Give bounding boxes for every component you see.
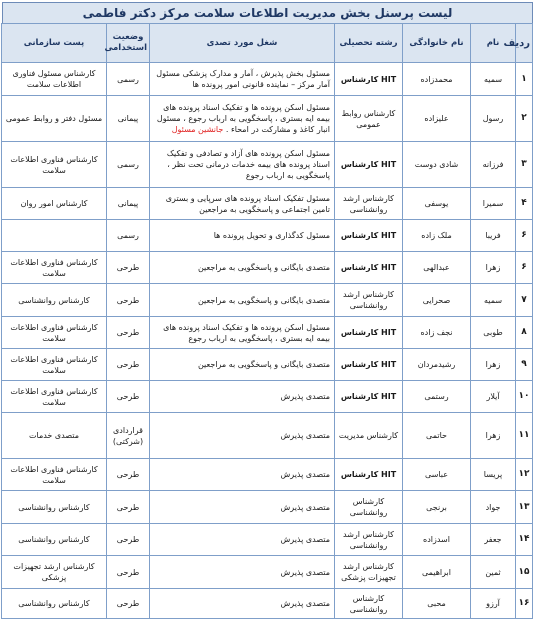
row-name-text: آرزو bbox=[486, 599, 500, 608]
header-num: ردیف bbox=[516, 24, 533, 63]
row-field bbox=[335, 142, 403, 188]
row-num-text: ۱۱ bbox=[518, 430, 530, 440]
row-name bbox=[471, 63, 516, 96]
row-field bbox=[335, 413, 403, 459]
row-employment-text: طرحی bbox=[116, 470, 140, 479]
row-num bbox=[516, 491, 533, 524]
row-field bbox=[335, 381, 403, 413]
row-position bbox=[2, 63, 107, 96]
row-num-text: ۲ bbox=[521, 113, 527, 123]
row-employment-text: قراردادی (شرکتی) bbox=[112, 425, 144, 446]
row-job bbox=[150, 284, 335, 317]
row-name-text: آیلار bbox=[486, 392, 500, 401]
row-job-text: متصدی پذیرش bbox=[280, 470, 330, 479]
table-row bbox=[2, 317, 533, 349]
row-name-text: زهرا bbox=[485, 360, 501, 369]
table-row bbox=[2, 284, 533, 317]
row-job-text: مسئول بخش پذیرش ، آمار و مدارک پزشکی مسئول آمار مرکز – نماینده قانونی امور پرونده ها bbox=[156, 69, 330, 89]
table-row bbox=[2, 589, 533, 619]
header-field: رشته تحصیلی bbox=[335, 24, 403, 63]
row-employment-text: رسمی bbox=[117, 160, 139, 169]
row-job-text: متصدی پذیرش bbox=[280, 502, 330, 512]
row-num-text: ۹ bbox=[521, 359, 527, 369]
row-name bbox=[471, 413, 516, 459]
row-employment bbox=[107, 63, 150, 96]
row-job bbox=[150, 252, 335, 284]
table-header-row bbox=[2, 24, 533, 63]
table-row bbox=[2, 63, 533, 96]
table-row bbox=[2, 491, 533, 524]
row-employment-text: طرحی bbox=[116, 328, 140, 337]
row-employment-text: طرحی bbox=[116, 295, 140, 305]
header-job: شغل مورد تصدی bbox=[150, 24, 335, 63]
table-row bbox=[2, 220, 533, 252]
row-name bbox=[471, 381, 516, 413]
row-family-text: صحرایی bbox=[422, 295, 451, 305]
row-name bbox=[471, 317, 516, 349]
row-num bbox=[516, 317, 533, 349]
row-family-text: برنجی bbox=[426, 502, 447, 512]
row-job-text: متصدی بایگانی و پاسخگویی به مراجعین bbox=[197, 263, 330, 272]
row-num bbox=[516, 459, 533, 491]
row-job-text: مسئول اسکن پرونده ها و تفکیک اسناد پرونده های بیمه ایه بستری ، پاسخگویی به ارباب رجوع ، مسئول انبار کاغذ و مشارکت در امحاء . bbox=[156, 103, 330, 134]
row-employment bbox=[107, 556, 150, 589]
row-position bbox=[2, 381, 107, 413]
row-position-text: مسئول دفتر و روابط عمومی bbox=[5, 114, 103, 123]
row-num-text: ۱ bbox=[521, 73, 527, 84]
row-field bbox=[335, 556, 403, 589]
row-num bbox=[516, 589, 533, 619]
table-row bbox=[2, 349, 533, 381]
row-position bbox=[2, 96, 107, 142]
row-num-text: ۸ bbox=[521, 327, 527, 337]
table-row bbox=[2, 413, 533, 459]
row-family bbox=[403, 284, 471, 317]
row-family bbox=[403, 413, 471, 459]
row-num bbox=[516, 96, 533, 142]
row-name-text: رسول bbox=[482, 114, 504, 123]
row-employment bbox=[107, 524, 150, 556]
row-job bbox=[150, 349, 335, 381]
row-position-text: متصدی خدمات bbox=[28, 431, 80, 440]
row-name bbox=[471, 349, 516, 381]
row-field-text: کارشناس ارشد روانشناسی bbox=[343, 193, 394, 214]
row-job bbox=[150, 142, 335, 188]
row-employment-text: رسمی bbox=[117, 231, 139, 240]
row-employment bbox=[107, 188, 150, 220]
row-field bbox=[335, 63, 403, 96]
row-family-text: ابراهیمی bbox=[421, 567, 451, 577]
row-num-text: ۱۳ bbox=[518, 501, 530, 512]
row-employment-text: پیمانی bbox=[117, 199, 139, 208]
row-field bbox=[335, 459, 403, 491]
row-field bbox=[335, 524, 403, 556]
row-name-text: پریسا bbox=[483, 470, 503, 479]
row-field-text: کارشناس ارشد روانشناسی bbox=[343, 529, 394, 550]
row-employment bbox=[107, 142, 150, 188]
row-field bbox=[335, 188, 403, 220]
row-family bbox=[403, 524, 471, 556]
row-employment-text: طرحی bbox=[116, 535, 140, 544]
row-position bbox=[2, 459, 107, 491]
row-family bbox=[403, 349, 471, 381]
row-num-text: ۶ bbox=[521, 230, 527, 240]
row-employment bbox=[107, 589, 150, 619]
row-position-text: کارشناس روانشناسی bbox=[18, 535, 90, 544]
row-name bbox=[471, 252, 516, 284]
row-name bbox=[471, 589, 516, 619]
row-field bbox=[335, 317, 403, 349]
table-row bbox=[2, 524, 533, 556]
row-job bbox=[150, 556, 335, 589]
row-position bbox=[2, 188, 107, 220]
header-employment: وضعیت استخدامی bbox=[107, 24, 150, 63]
row-family-text: یوسفی bbox=[424, 199, 449, 208]
row-position-text: کارشناس فناوری اطلاعات سلامت bbox=[10, 154, 98, 175]
row-job-text: متصدی پذیرش bbox=[280, 392, 330, 401]
row-position bbox=[2, 556, 107, 589]
row-employment bbox=[107, 413, 150, 459]
row-name-text: زهرا bbox=[485, 431, 501, 440]
row-position-text: کارشناس امور روان bbox=[20, 199, 88, 208]
header-name: نام bbox=[471, 24, 516, 63]
row-name bbox=[471, 284, 516, 317]
row-position-text: کارشناس مسئول فناوری اطلاعات سلامت bbox=[12, 69, 96, 89]
row-job-text: مسئول اسکن پرونده های آزاد و تصادفی و تفکیک اسناد پرونده های بیمه خدمات درمانی تحت نظر ، پاسخگویی به ارباب رجوع bbox=[166, 149, 330, 180]
row-family bbox=[403, 556, 471, 589]
row-field-text: کارشناس روانشناسی bbox=[349, 593, 388, 614]
row-job bbox=[150, 381, 335, 413]
row-family bbox=[403, 252, 471, 284]
row-family bbox=[403, 491, 471, 524]
row-name bbox=[471, 524, 516, 556]
row-position bbox=[2, 413, 107, 459]
row-name-text: جواد bbox=[485, 502, 501, 512]
row-family bbox=[403, 220, 471, 252]
row-job bbox=[150, 96, 335, 142]
row-employment bbox=[107, 317, 150, 349]
row-job-text: متصدی بایگانی و پاسخگویی به مراجعین bbox=[197, 360, 330, 369]
row-job bbox=[150, 459, 335, 491]
row-field bbox=[335, 252, 403, 284]
table-body bbox=[2, 63, 533, 619]
row-position bbox=[2, 317, 107, 349]
row-name bbox=[471, 142, 516, 188]
row-num-text: ۱۶ bbox=[518, 598, 530, 608]
row-employment bbox=[107, 381, 150, 413]
row-position bbox=[2, 349, 107, 381]
row-field-text: کارشناس ارشد تجهیزات پزشکی bbox=[341, 562, 396, 582]
row-position-text: کارشناس فناوری اطلاعات سلامت bbox=[10, 386, 98, 407]
row-position bbox=[2, 284, 107, 317]
row-name bbox=[471, 491, 516, 524]
row-num bbox=[516, 413, 533, 459]
row-job-text: مسئول تفکیک اسناد پرونده های سرپایی و بستری تامین اجتماعی و پاسخگویی به مراجعین bbox=[165, 193, 330, 214]
row-field-text: کارشناس ارشد روانشناسی bbox=[343, 290, 394, 310]
row-field bbox=[335, 349, 403, 381]
row-position-text: کارشناس فناوری اطلاعات سلامت bbox=[10, 257, 98, 278]
row-position-text: کارشناس فناوری اطلاعات سلامت bbox=[10, 354, 98, 375]
row-name-text: فریبا bbox=[485, 231, 501, 240]
row-employment-text: رسمی bbox=[117, 74, 139, 84]
row-num-text: ۳ bbox=[521, 159, 527, 169]
row-field-text: HIT کارشناس bbox=[340, 470, 397, 479]
row-name bbox=[471, 220, 516, 252]
row-family-text: عباسی bbox=[425, 470, 448, 479]
row-position-text: کارشناس روانشناسی bbox=[18, 502, 90, 512]
row-num bbox=[516, 284, 533, 317]
table-row bbox=[2, 96, 533, 142]
row-family-text: نجف زاده bbox=[420, 328, 453, 337]
row-field-text: HIT کارشناس bbox=[340, 74, 397, 84]
row-field-text: کارشناس مدیریت bbox=[338, 431, 399, 440]
table-row bbox=[2, 459, 533, 491]
row-employment bbox=[107, 96, 150, 142]
table-row bbox=[2, 556, 533, 589]
row-family-text: حاتمی bbox=[426, 431, 447, 440]
row-name-text: ثمین bbox=[485, 567, 501, 577]
row-employment-text: طرحی bbox=[116, 360, 140, 369]
row-name bbox=[471, 188, 516, 220]
row-family bbox=[403, 459, 471, 491]
table-row bbox=[2, 381, 533, 413]
row-field bbox=[335, 220, 403, 252]
row-field bbox=[335, 491, 403, 524]
row-employment bbox=[107, 220, 150, 252]
row-num-text: ۱۲ bbox=[518, 469, 530, 479]
row-family-text: عبدالهی bbox=[423, 263, 450, 272]
table-row bbox=[2, 252, 533, 284]
row-name-text: طوبی bbox=[483, 328, 503, 337]
row-position-text: کارشناس روانشناسی bbox=[18, 295, 90, 305]
row-position bbox=[2, 589, 107, 619]
row-field-text: HIT کارشناس bbox=[340, 160, 397, 169]
row-employment-text: طرحی bbox=[116, 599, 140, 608]
row-field-text: HIT کارشناس bbox=[340, 360, 397, 369]
row-position-text: کارشناس ارشد تجهیزات پزشکی bbox=[13, 562, 95, 582]
row-num bbox=[516, 381, 533, 413]
row-field-text: HIT کارشناس bbox=[340, 231, 397, 240]
row-num-text: ۶ bbox=[521, 262, 527, 272]
staff-table bbox=[1, 23, 533, 619]
row-job bbox=[150, 220, 335, 252]
row-name-text: سمیه bbox=[483, 74, 503, 84]
table-row bbox=[2, 142, 533, 188]
row-num bbox=[516, 188, 533, 220]
header-family: نام خانوادگی bbox=[403, 24, 471, 63]
row-family bbox=[403, 96, 471, 142]
row-family bbox=[403, 381, 471, 413]
row-field-text: کارشناس روابط عمومی bbox=[341, 108, 396, 129]
row-employment-text: طرحی bbox=[116, 392, 140, 401]
row-job bbox=[150, 317, 335, 349]
row-name-text: سمیرا bbox=[482, 199, 504, 208]
row-job bbox=[150, 524, 335, 556]
row-field-text: کارشناس روانشناسی bbox=[349, 497, 388, 517]
table-row bbox=[2, 188, 533, 220]
row-position bbox=[2, 142, 107, 188]
row-num bbox=[516, 252, 533, 284]
row-name-text: جعفر bbox=[484, 535, 502, 544]
row-family bbox=[403, 589, 471, 619]
row-num bbox=[516, 524, 533, 556]
row-job-text: متصدی بایگانی و پاسخگویی به مراجعین bbox=[197, 295, 330, 305]
row-family-text: شادی دوست bbox=[414, 160, 459, 169]
row-job-text: متصدی پذیرش bbox=[280, 567, 330, 577]
row-job-text: متصدی پذیرش bbox=[280, 535, 330, 544]
row-name bbox=[471, 556, 516, 589]
row-field-text: HIT کارشناس bbox=[340, 263, 397, 272]
row-name-text: فرزانه bbox=[482, 160, 504, 169]
row-family-text: محمدزاده bbox=[420, 74, 453, 84]
row-num-text: ۱۵ bbox=[518, 566, 530, 577]
row-position-text: کارشناس فناوری اطلاعات سلامت bbox=[10, 464, 98, 485]
row-employment bbox=[107, 284, 150, 317]
row-job bbox=[150, 63, 335, 96]
row-job bbox=[150, 413, 335, 459]
row-job-highlight: جانشین مسئول bbox=[171, 125, 224, 134]
row-family-text: رشیدمردان bbox=[417, 360, 456, 369]
row-family bbox=[403, 63, 471, 96]
row-family-text: ملک زاده bbox=[421, 231, 452, 240]
row-num bbox=[516, 556, 533, 589]
row-position-text: کارشناس روانشناسی bbox=[18, 599, 90, 608]
row-family bbox=[403, 142, 471, 188]
row-job-text: مسئول کدگذاری و تحویل پرونده ها bbox=[213, 231, 330, 240]
row-family bbox=[403, 317, 471, 349]
row-position bbox=[2, 252, 107, 284]
row-num-text: ۱۴ bbox=[518, 534, 530, 544]
row-job-text: متصدی پذیرش bbox=[280, 431, 330, 440]
header-position: پست سازمانی bbox=[2, 24, 107, 63]
row-position-text: کارشناس فناوری اطلاعات سلامت bbox=[10, 322, 98, 343]
row-field-text: HIT کارشناس bbox=[340, 328, 397, 337]
page-title: لیست پرسنل بخش مدیریت اطلاعات سلامت مرکز دکتر فاطمی bbox=[2, 2, 533, 23]
row-employment bbox=[107, 459, 150, 491]
row-employment bbox=[107, 491, 150, 524]
row-num bbox=[516, 142, 533, 188]
row-family-text: رستمی bbox=[424, 392, 449, 401]
row-job bbox=[150, 589, 335, 619]
row-num bbox=[516, 349, 533, 381]
row-position bbox=[2, 491, 107, 524]
row-family bbox=[403, 188, 471, 220]
row-position bbox=[2, 524, 107, 556]
row-employment-text: طرحی bbox=[116, 502, 140, 512]
row-num bbox=[516, 220, 533, 252]
row-num-text: ۷ bbox=[521, 294, 527, 305]
row-employment bbox=[107, 252, 150, 284]
row-name-text: سمیه bbox=[483, 295, 503, 305]
row-num bbox=[516, 63, 533, 96]
row-field-text: HIT کارشناس bbox=[340, 392, 397, 401]
row-employment-text: پیمانی bbox=[117, 114, 139, 123]
row-employment-text: طرحی bbox=[116, 263, 140, 272]
staff-list-sheet bbox=[2, 2, 533, 619]
row-family-text: علیزاده bbox=[424, 114, 449, 123]
row-employment bbox=[107, 349, 150, 381]
row-num-text: ۱۰ bbox=[518, 391, 530, 401]
row-job bbox=[150, 491, 335, 524]
row-name-text: زهرا bbox=[485, 263, 501, 272]
row-field bbox=[335, 96, 403, 142]
row-name bbox=[471, 96, 516, 142]
row-position bbox=[2, 220, 107, 252]
row-job-text: متصدی پذیرش bbox=[280, 599, 330, 608]
row-job bbox=[150, 188, 335, 220]
row-job-text: مسئول اسکن پرونده ها و تفکیک اسناد پرونده های بیمه ایه بستری ، پاسخگویی به ارباب رجوع bbox=[163, 322, 330, 343]
row-name bbox=[471, 459, 516, 491]
row-field bbox=[335, 284, 403, 317]
row-employment-text: طرحی bbox=[116, 567, 140, 577]
row-field bbox=[335, 589, 403, 619]
row-family-text: محبی bbox=[427, 599, 446, 608]
row-num-text: ۴ bbox=[521, 198, 527, 208]
row-family-text: اسدزاده bbox=[423, 535, 450, 544]
